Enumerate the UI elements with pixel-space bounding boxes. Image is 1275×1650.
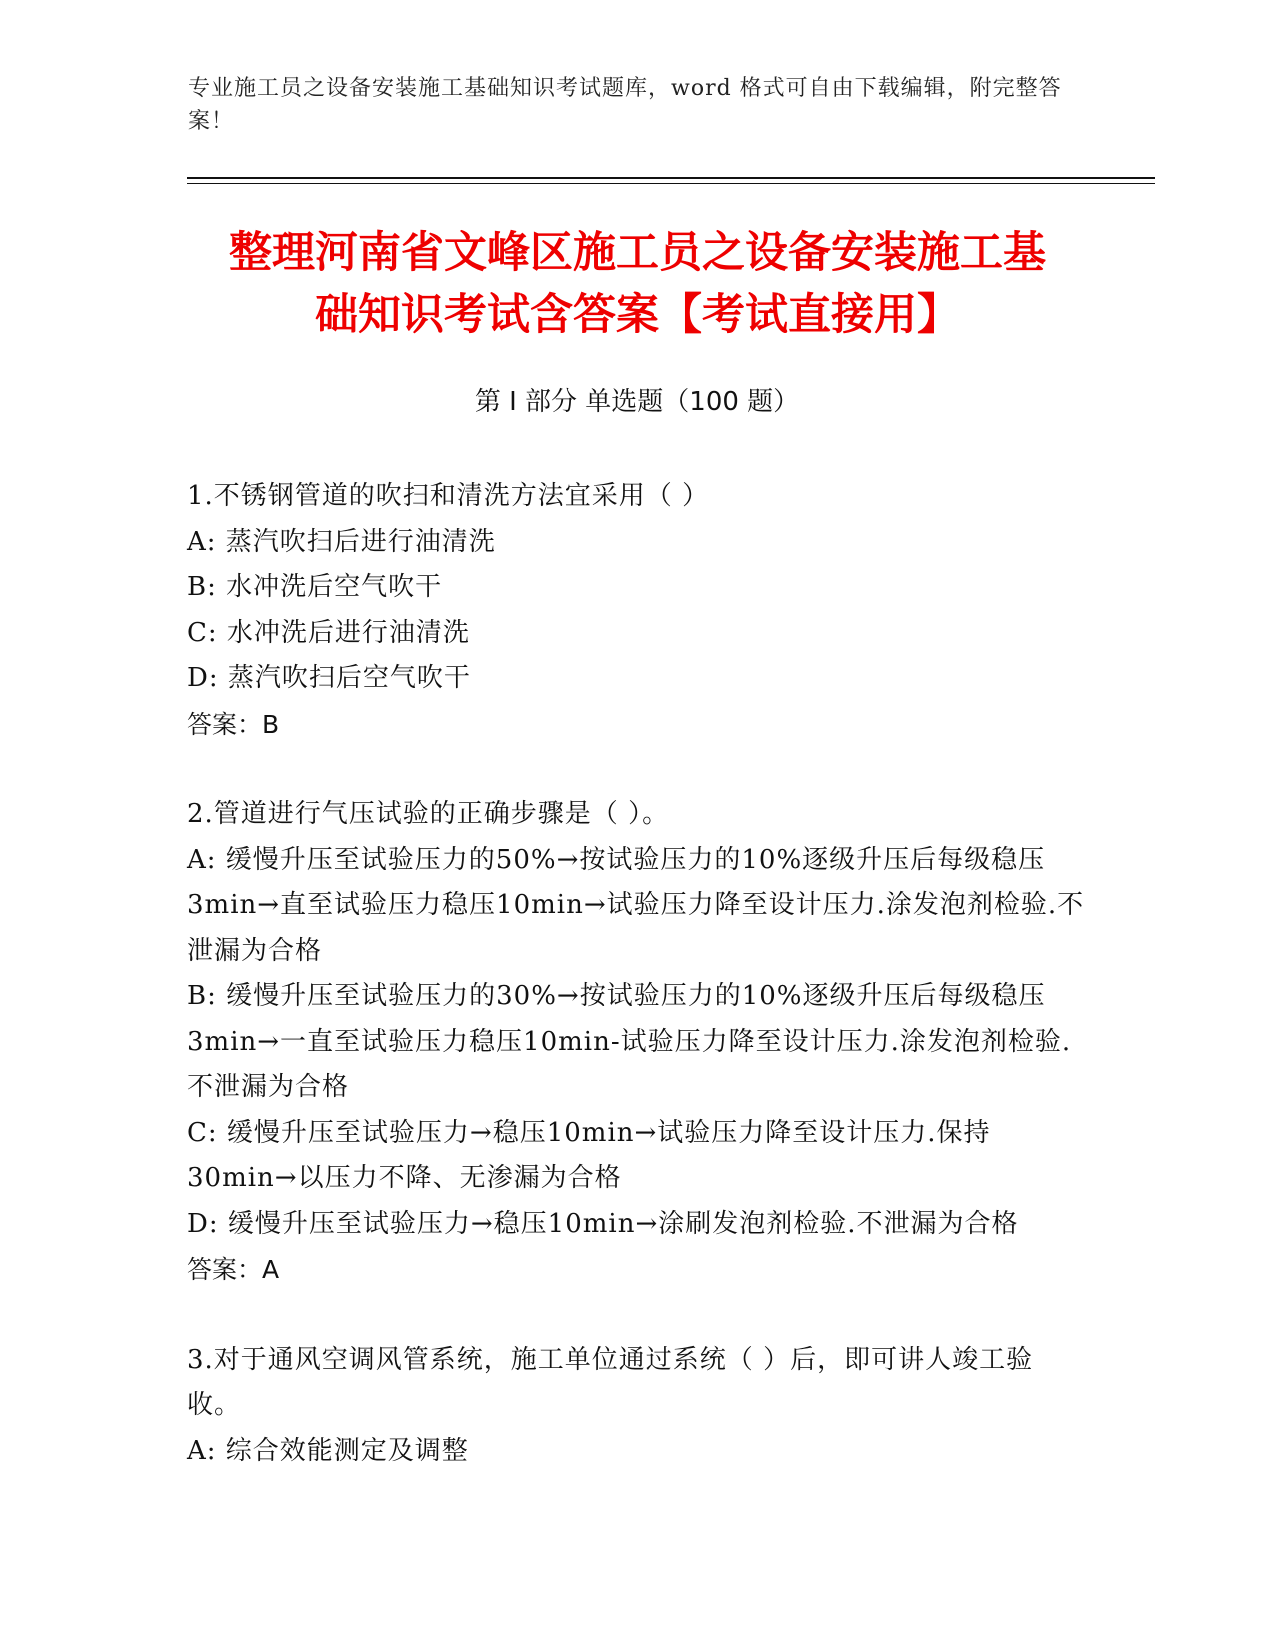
document-title-line-2: 础知识考试含答案【考试直接用】 <box>315 290 960 340</box>
option-b: B: 水冲洗后空气吹干 <box>187 572 443 602</box>
document-title <box>150 222 1125 346</box>
document-title-line-1: 整理河南省文峰区施工员之设备安装施工基 <box>229 228 1046 278</box>
option-c: C: 水冲洗后进行油清洗 <box>187 617 470 648</box>
header-divider-thick <box>187 177 1155 179</box>
header-note: 专业施工员之设备安装施工基础知识考试题库，word 格式可自由下载编辑，附完整答案！ <box>188 76 1062 134</box>
option-a: A: 综合效能测定及调整 <box>187 1435 469 1466</box>
header-divider-thin <box>187 183 1155 184</box>
option-d: D: 蒸汽吹扫后空气吹干 <box>187 663 471 693</box>
question-spacer <box>187 1293 1087 1338</box>
option-a: A: 缓慢升压至试验压力的50%→按试验压力的10%逐级升压后每级稳压3min→直至试验压力稳压10min→试验压力降至设计压力.涂发泡剂检验.不泄漏为合格 <box>187 844 1085 966</box>
question-stem: 3.对于通风空调风管系统，施工单位通过系统（ ）后，即可讲人竣工验收。 <box>187 1344 1034 1420</box>
section-title: 第 I 部分 单选题（100 题） <box>474 387 800 417</box>
question-2 <box>187 792 1087 1293</box>
question-stem: 2.管道进行气压试验的正确步骤是（ ）。 <box>187 799 670 829</box>
answer-line: 答案：B <box>187 709 280 739</box>
option-c: C: 缓慢升压至试验压力→稳压10min→试验压力降至设计压力.保持30min→以压力不降、无渗漏为合格 <box>187 1117 991 1193</box>
question-3 <box>187 1338 1087 1475</box>
option-a: A: 蒸汽吹扫后进行油清洗 <box>187 526 496 557</box>
answer-line: 答案：A <box>187 1255 280 1284</box>
option-b: B: 缓慢升压至试验压力的30%→按试验压力的10%逐级升压后每级稳压3min→一直至试验压力稳压10min-试验压力降至设计压力.涂发泡剂检验.不泄漏为合格 <box>187 981 1072 1102</box>
question-list <box>187 474 1087 1474</box>
option-d: D: 缓慢升压至试验压力→稳压10min→涂刷发泡剂检验.不泄漏为合格 <box>187 1208 1019 1239</box>
question-1 <box>187 474 1087 747</box>
question-spacer <box>187 747 1087 792</box>
question-stem: 1.不锈钢管道的吹扫和清洗方法宜采用（ ） <box>187 481 710 511</box>
